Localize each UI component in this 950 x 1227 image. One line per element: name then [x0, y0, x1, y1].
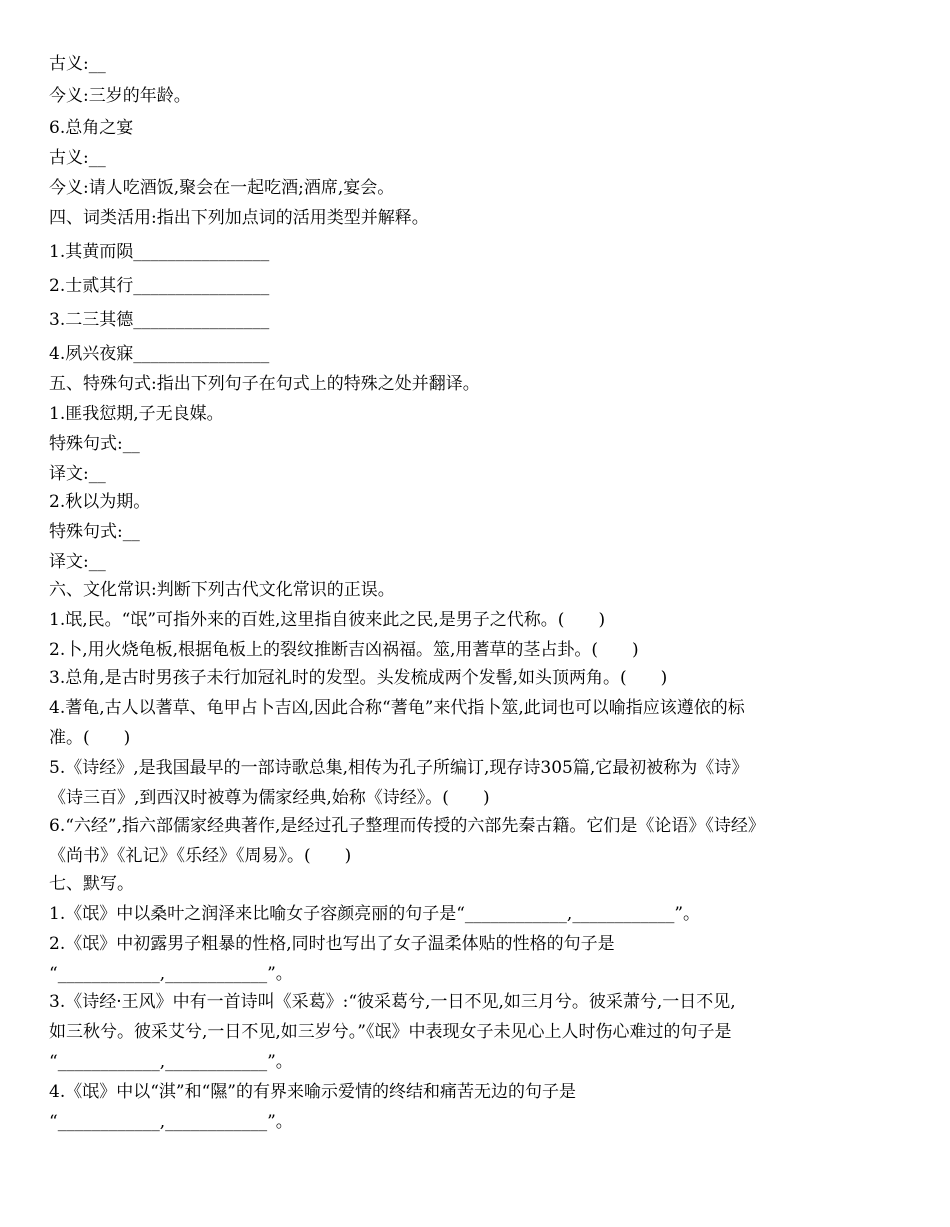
text-line: 4.《氓》中以“淇”和“隰”的有界来喻示爱情的终结和痛苦无边的句子是	[49, 1082, 576, 1102]
text-line: 1.《氓》中以桑叶之润泽来比喻女子容颜亮丽的句子是“____________,____________”。	[49, 904, 701, 924]
text-line: 1.匪我愆期,子无良媒。	[49, 404, 224, 424]
section-heading: 六、文化常识:判断下列古代文化常识的正误。	[49, 580, 395, 600]
text-line: 6.“六经”,指六部儒家经典著作,是经过孔子整理而传授的六部先秦古籍。它们是《论语》《诗经》	[49, 816, 765, 836]
text-line: 《诗三百》,到西汉时被尊为儒家经典,始称《诗经》。( )	[49, 788, 490, 808]
text-line: “____________,____________”。	[49, 1112, 293, 1132]
text-line: 古义:__	[49, 54, 106, 74]
section-heading: 四、词类活用:指出下列加点词的活用类型并解释。	[49, 208, 429, 228]
text-line: “____________,____________”。	[49, 1052, 293, 1072]
text-line: 今义:三岁的年龄。	[49, 86, 191, 106]
text-line: 3.二三其德________________	[49, 310, 270, 330]
text-line: 特殊句式:__	[49, 522, 140, 542]
text-line: 译文:__	[49, 464, 106, 484]
text-line: 准。( )	[49, 728, 131, 748]
section-heading: 五、特殊句式:指出下列句子在句式上的特殊之处并翻译。	[49, 374, 480, 394]
text-line: 6.总角之宴	[49, 118, 134, 138]
text-line: 2.秋以为期。	[49, 492, 151, 512]
text-line: 2.《氓》中初露男子粗暴的性格,同时也写出了女子温柔体贴的性格的句子是	[49, 934, 615, 954]
text-line: 2.卜,用火烧龟板,根据龟板上的裂纹推断吉凶祸福。筮,用蓍草的茎占卦。( )	[49, 640, 639, 660]
text-line: 1.氓,民。“氓”可指外来的百姓,这里指自彼来此之民,是男子之代称。( )	[49, 610, 606, 630]
text-line: 古义:__	[49, 148, 106, 168]
text-line: 2.士贰其行________________	[49, 276, 270, 296]
text-line: 《尚书》《礼记》《乐经》《周易》。( )	[49, 846, 352, 866]
text-line: 5.《诗经》,是我国最早的一部诗歌总集,相传为孔子所编订,现存诗305篇,它最初被称为《诗》	[49, 758, 749, 778]
text-line: 4.夙兴夜寐________________	[49, 344, 270, 364]
text-line: 3.总角,是古时男孩子未行加冠礼时的发型。头发梳成两个发髻,如头顶两角。( )	[49, 668, 668, 688]
text-line: 如三秋兮。彼采艾兮,一日不见,如三岁兮。”《氓》中表现女子未见心上人时伤心难过的句子是	[49, 1022, 732, 1042]
text-line: “____________,____________”。	[49, 964, 293, 984]
text-line: 3.《诗经·王风》中有一首诗叫《采葛》:“彼采葛兮,一日不见,如三月兮。彼采萧兮,一日不见,	[49, 992, 736, 1012]
text-line: 4.蓍龟,古人以蓍草、龟甲占卜吉凶,因此合称“蓍龟”来代指卜筮,此词也可以喻指应该遵依的标	[49, 698, 745, 718]
text-line: 特殊句式:__	[49, 434, 140, 454]
text-line: 1.其黄而陨________________	[49, 242, 270, 262]
text-line: 今义:请人吃酒饭,聚会在一起吃酒;酒席,宴会。	[49, 178, 395, 198]
text-line: 译文:__	[49, 552, 106, 572]
section-heading: 七、默写。	[49, 874, 134, 894]
